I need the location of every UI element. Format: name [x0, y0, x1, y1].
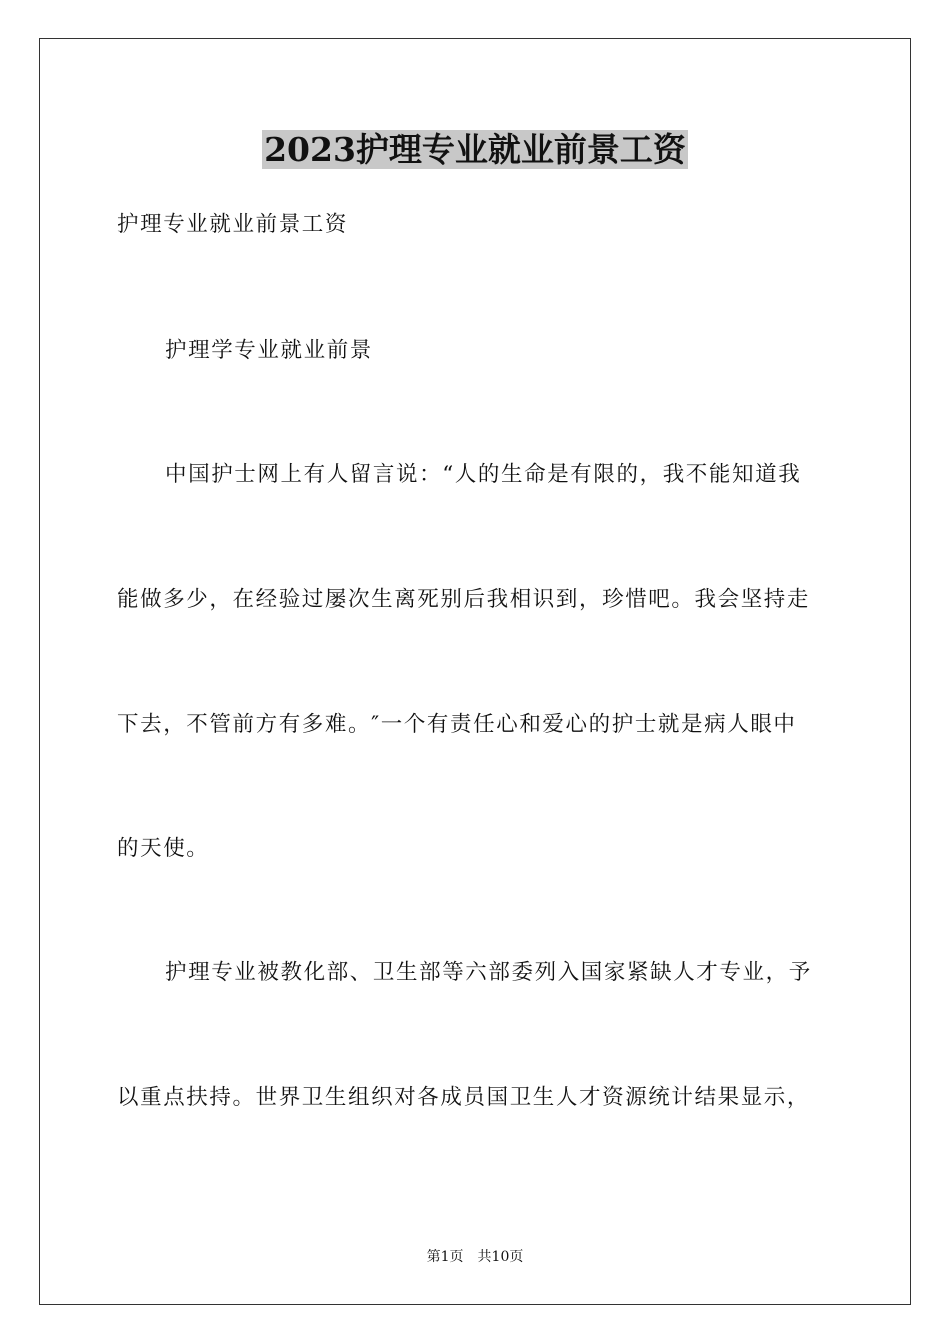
page-number: 第1页	[426, 1249, 464, 1265]
subtitle-line: 护理专业就业前景工资	[117, 212, 349, 237]
page-footer	[0, 1247, 950, 1267]
paragraph-line: 能做多少，在经验过屡次生离死别后我相识到，珍惜吧。我会坚持走	[117, 587, 811, 612]
paragraph-line: 下去，不管前方有多难。″一个有责任心和爱心的护士就是病人眼中	[117, 712, 797, 737]
paragraph-line: 以重点扶持。世界卫生组织对各成员国卫生人才资源统计结果显示，	[117, 1085, 811, 1110]
page-total: 共10页	[477, 1249, 524, 1265]
document-title	[0, 128, 950, 172]
section-heading: 护理学专业就业前景	[165, 338, 373, 363]
paragraph-line: 的天使。	[117, 836, 210, 861]
paragraph-line: 护理专业被教化部、卫生部等六部委列入国家紧缺人才专业，予	[165, 960, 812, 985]
document-title-text: 2023护理专业就业前景工资	[264, 130, 686, 169]
paragraph-line: 中国护士网上有人留言说：“人的生命是有限的，我不能知道我	[165, 462, 802, 487]
